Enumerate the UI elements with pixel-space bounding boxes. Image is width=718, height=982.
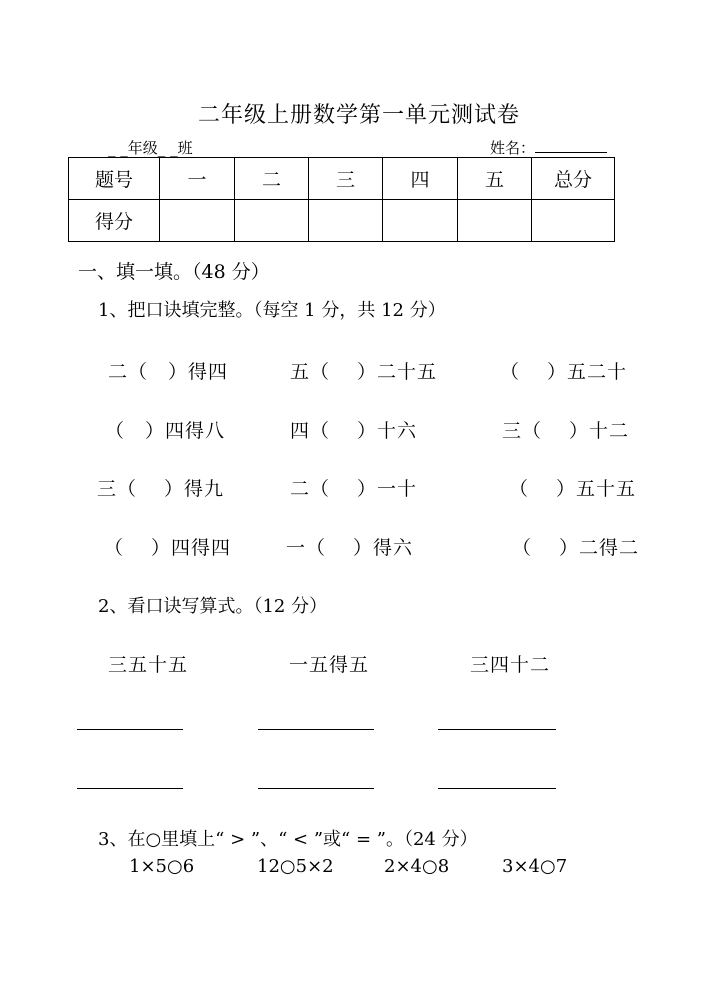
score-input-cell[interactable]: [458, 200, 532, 242]
score-table-header-row: [69, 158, 615, 200]
answer-line[interactable]: [438, 788, 556, 789]
score-table: [68, 157, 615, 242]
recitation-item[interactable]: （ ）四得四: [104, 537, 232, 559]
score-header-cell: 一: [160, 158, 235, 200]
score-input-cell[interactable]: [160, 200, 235, 242]
class-blank[interactable]: _ _: [157, 139, 178, 157]
recitation-item[interactable]: （ ）二得二: [512, 537, 640, 559]
score-input-cell[interactable]: [532, 200, 615, 242]
recitation-item[interactable]: （ ）五十五: [509, 478, 637, 500]
answer-line[interactable]: [438, 729, 556, 730]
score-header-cell: 三: [309, 158, 383, 200]
recitation-item[interactable]: 四（ ）十六: [290, 420, 418, 442]
recitation-item[interactable]: 一（ ）得六: [286, 537, 414, 559]
score-table-score-row: [69, 200, 615, 242]
recitation-phrase: 三五十五: [108, 654, 189, 676]
answer-line[interactable]: [77, 788, 183, 789]
grade-blank[interactable]: _ _: [108, 139, 128, 157]
comparison-item[interactable]: 12○5×2: [257, 856, 334, 877]
question-2-prompt: 2、看口诀写算式。（12 分）: [98, 596, 328, 617]
recitation-item[interactable]: （ ）四得八: [105, 420, 226, 442]
score-header-cell: 四: [383, 158, 458, 200]
comparison-item[interactable]: 1×5○6: [129, 856, 195, 877]
question-3-prompt: 3、在○里填上“ > ”、“ < ”或“ = ”。（24 分）: [98, 829, 478, 850]
answer-line[interactable]: [77, 729, 183, 730]
grade-label: 年级: [127, 139, 158, 157]
class-info: [108, 137, 193, 158]
score-header-cell: 二: [235, 158, 309, 200]
recitation-item[interactable]: 三（ ）十二: [502, 420, 630, 442]
score-header-cell: 五: [458, 158, 532, 200]
comparison-item[interactable]: 2×4○8: [384, 856, 450, 877]
score-header-cell: 总分: [532, 158, 615, 200]
recitation-item[interactable]: 二（ ）一十: [290, 478, 418, 500]
name-label: 姓名：: [490, 139, 536, 157]
answer-line[interactable]: [258, 729, 374, 730]
score-input-cell[interactable]: [309, 200, 383, 242]
score-input-cell[interactable]: [235, 200, 309, 242]
recitation-item[interactable]: 三（ ）得九: [97, 478, 225, 500]
answer-line[interactable]: [258, 788, 374, 789]
comparison-item[interactable]: 3×4○7: [502, 856, 568, 877]
question-1-prompt: 1、把口诀填完整。（每空 1 分，共 12 分）: [98, 300, 446, 321]
name-blank[interactable]: [535, 138, 607, 153]
recitation-item[interactable]: 五（ ）二十五: [290, 361, 438, 383]
score-header-cell: 题号: [69, 158, 160, 200]
recitation-phrase: 一五得五: [289, 654, 370, 676]
score-input-cell[interactable]: [383, 200, 458, 242]
class-label: 班: [177, 139, 193, 157]
page-title: 二年级上册数学第一单元测试卷: [197, 103, 520, 128]
score-row-label: 得分: [69, 200, 160, 242]
recitation-item[interactable]: 二（ ）得四: [108, 361, 229, 383]
recitation-phrase: 三四十二: [470, 654, 551, 676]
section-heading: 一、填一填。（48 分）: [78, 261, 270, 283]
name-info: [490, 137, 607, 158]
recitation-item[interactable]: （ ）五二十: [500, 361, 628, 383]
